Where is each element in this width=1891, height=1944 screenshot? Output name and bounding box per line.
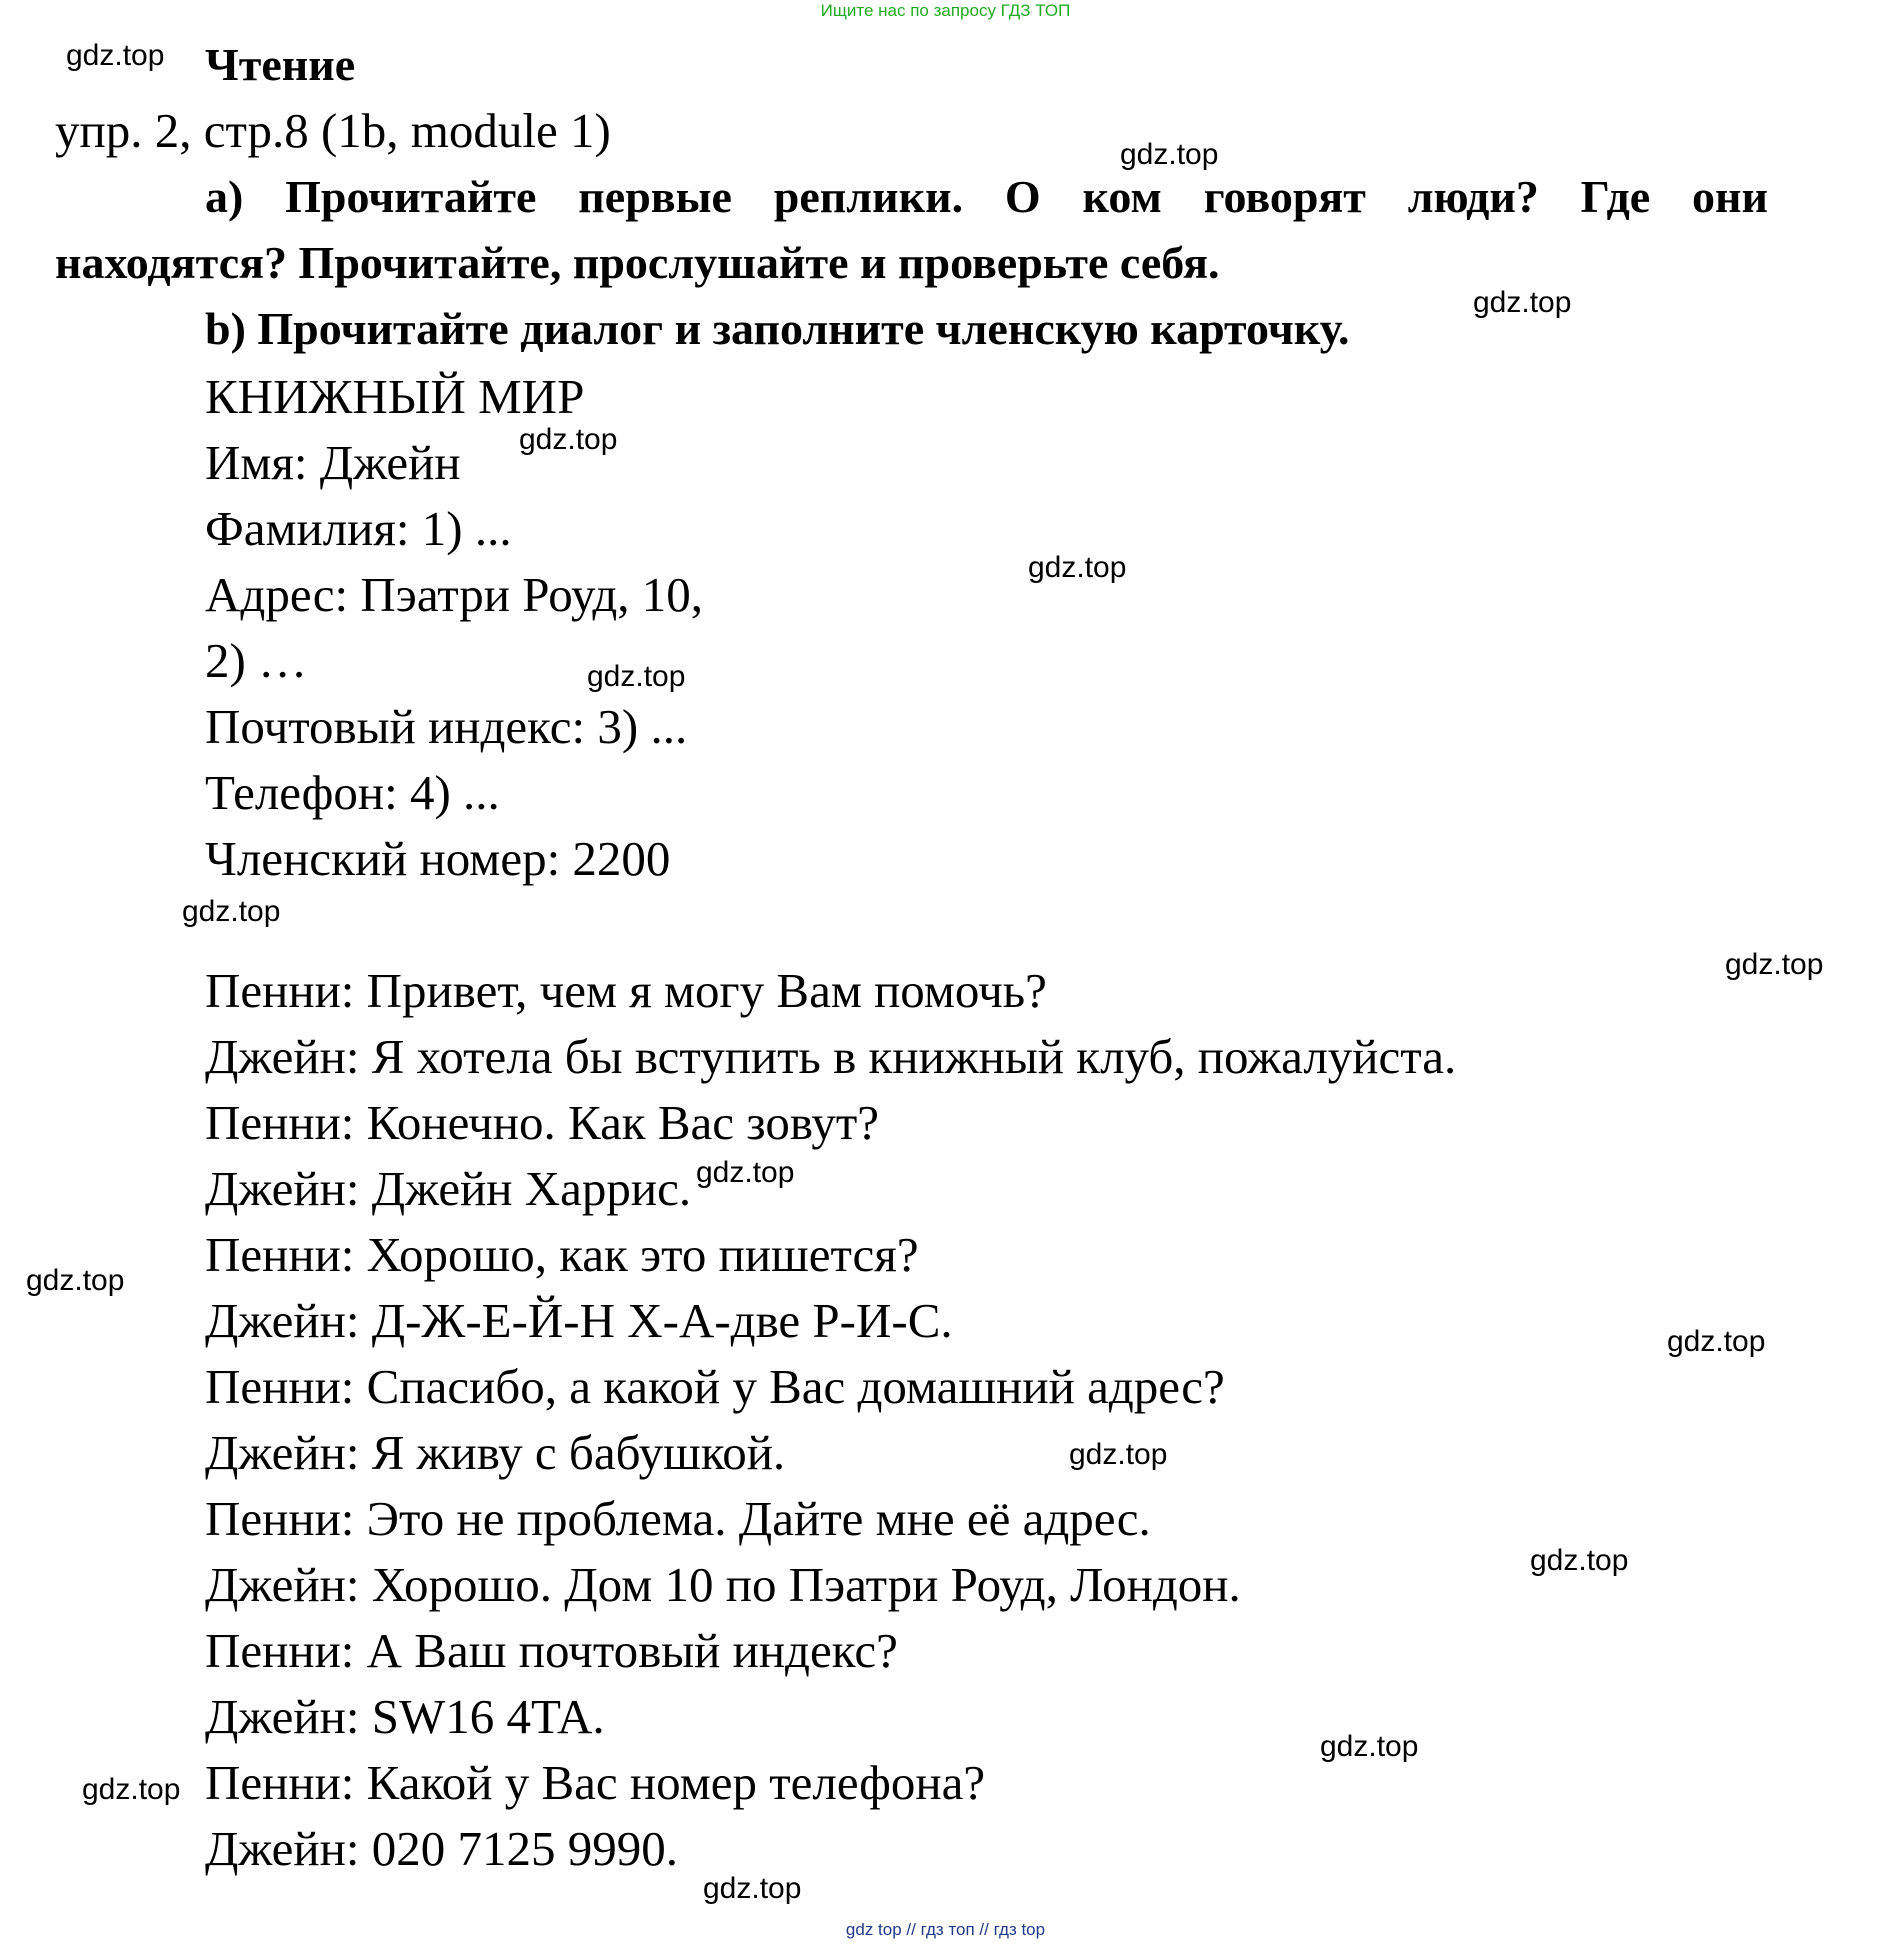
watermark: gdz.top [587,660,686,693]
card-postcode: Почтовый индекс: 3) ... [205,699,688,754]
dialogue-line: Джейн: Хорошо. Дом 10 по Пэатри Роуд, Лондон. [205,1557,1241,1612]
watermark: gdz.top [26,1264,125,1297]
dialogue-line: Пенни: Спасибо, а какой у Вас домашний адрес? [205,1359,1225,1414]
top-search-note: Ищите нас по запросу ГДЗ ТОП [820,1,1071,20]
watermark: gdz.top [696,1156,795,1189]
task-b: b) Прочитайте диалог и заполните членскую карточку. [205,303,1350,354]
card-title: КНИЖНЫЙ МИР [205,369,585,424]
watermark: gdz.top [519,423,618,456]
dialogue-line: Джейн: Я живу с бабушкой. [205,1425,786,1480]
card-member-number: Членский номер: 2200 [205,831,671,886]
dialogue-line: Пенни: Хорошо, как это пишется? [205,1227,919,1282]
card-phone: Телефон: 4) ... [205,765,500,820]
watermark: gdz.top [1320,1730,1419,1763]
card-name: Имя: Джейн [205,435,461,490]
card-surname: Фамилия: 1) ... [205,501,512,556]
footer-note: gdz top // гдз топ // гдз top [845,1920,1046,1939]
watermark: gdz.top [182,895,281,928]
dialogue-line: Пенни: Привет, чем я могу Вам помочь? [205,963,1047,1018]
exercise-reference: упр. 2, стр.8 (1b, module 1) [55,103,611,158]
watermark: gdz.top [1028,551,1127,584]
watermark: gdz.top [1120,138,1219,171]
page-heading: Чтение [205,39,356,90]
watermark: gdz.top [1667,1325,1766,1358]
dialogue-line: Пенни: А Ваш почтовый индекс? [205,1623,898,1678]
watermark: gdz.top [1530,1544,1629,1577]
card-address: Адрес: Пэатри Роуд, 10, [205,567,704,622]
dialogue-line: Джейн: Я хотела бы вступить в книжный клуб, пожалуйста. [205,1029,1457,1084]
dialogue-line: Джейн: Д-Ж-Е-Й-Н Х-А-две Р-И-С. [205,1293,953,1348]
dialogue-line: Джейн: 020 7125 9990. [205,1821,678,1876]
dialogue-line: Пенни: Это не проблема. Дайте мне её адрес. [205,1491,1151,1546]
watermark: gdz.top [82,1773,181,1806]
watermark: gdz.top [1725,948,1824,981]
dialogue-line: Джейн: SW16 4TA. [205,1689,605,1744]
dialogue-line: Пенни: Конечно. Как Вас зовут? [205,1095,879,1150]
task-a-line2: находятся? Прочитайте, прослушайте и проверьте себя. [55,237,1220,288]
dialogue-line: Пенни: Какой у Вас номер телефона? [205,1755,986,1810]
watermark: gdz.top [1473,286,1572,319]
watermark: gdz.top [1069,1438,1168,1471]
dialogue-line: Джейн: Джейн Харрис. [205,1161,692,1216]
card-address-line2: 2) … [205,633,308,688]
watermark: gdz.top [66,39,165,72]
task-a-line1: a) Прочитайте первые реплики. О ком говорят люди? Где они [205,171,1768,222]
watermark: gdz.top [703,1872,802,1905]
